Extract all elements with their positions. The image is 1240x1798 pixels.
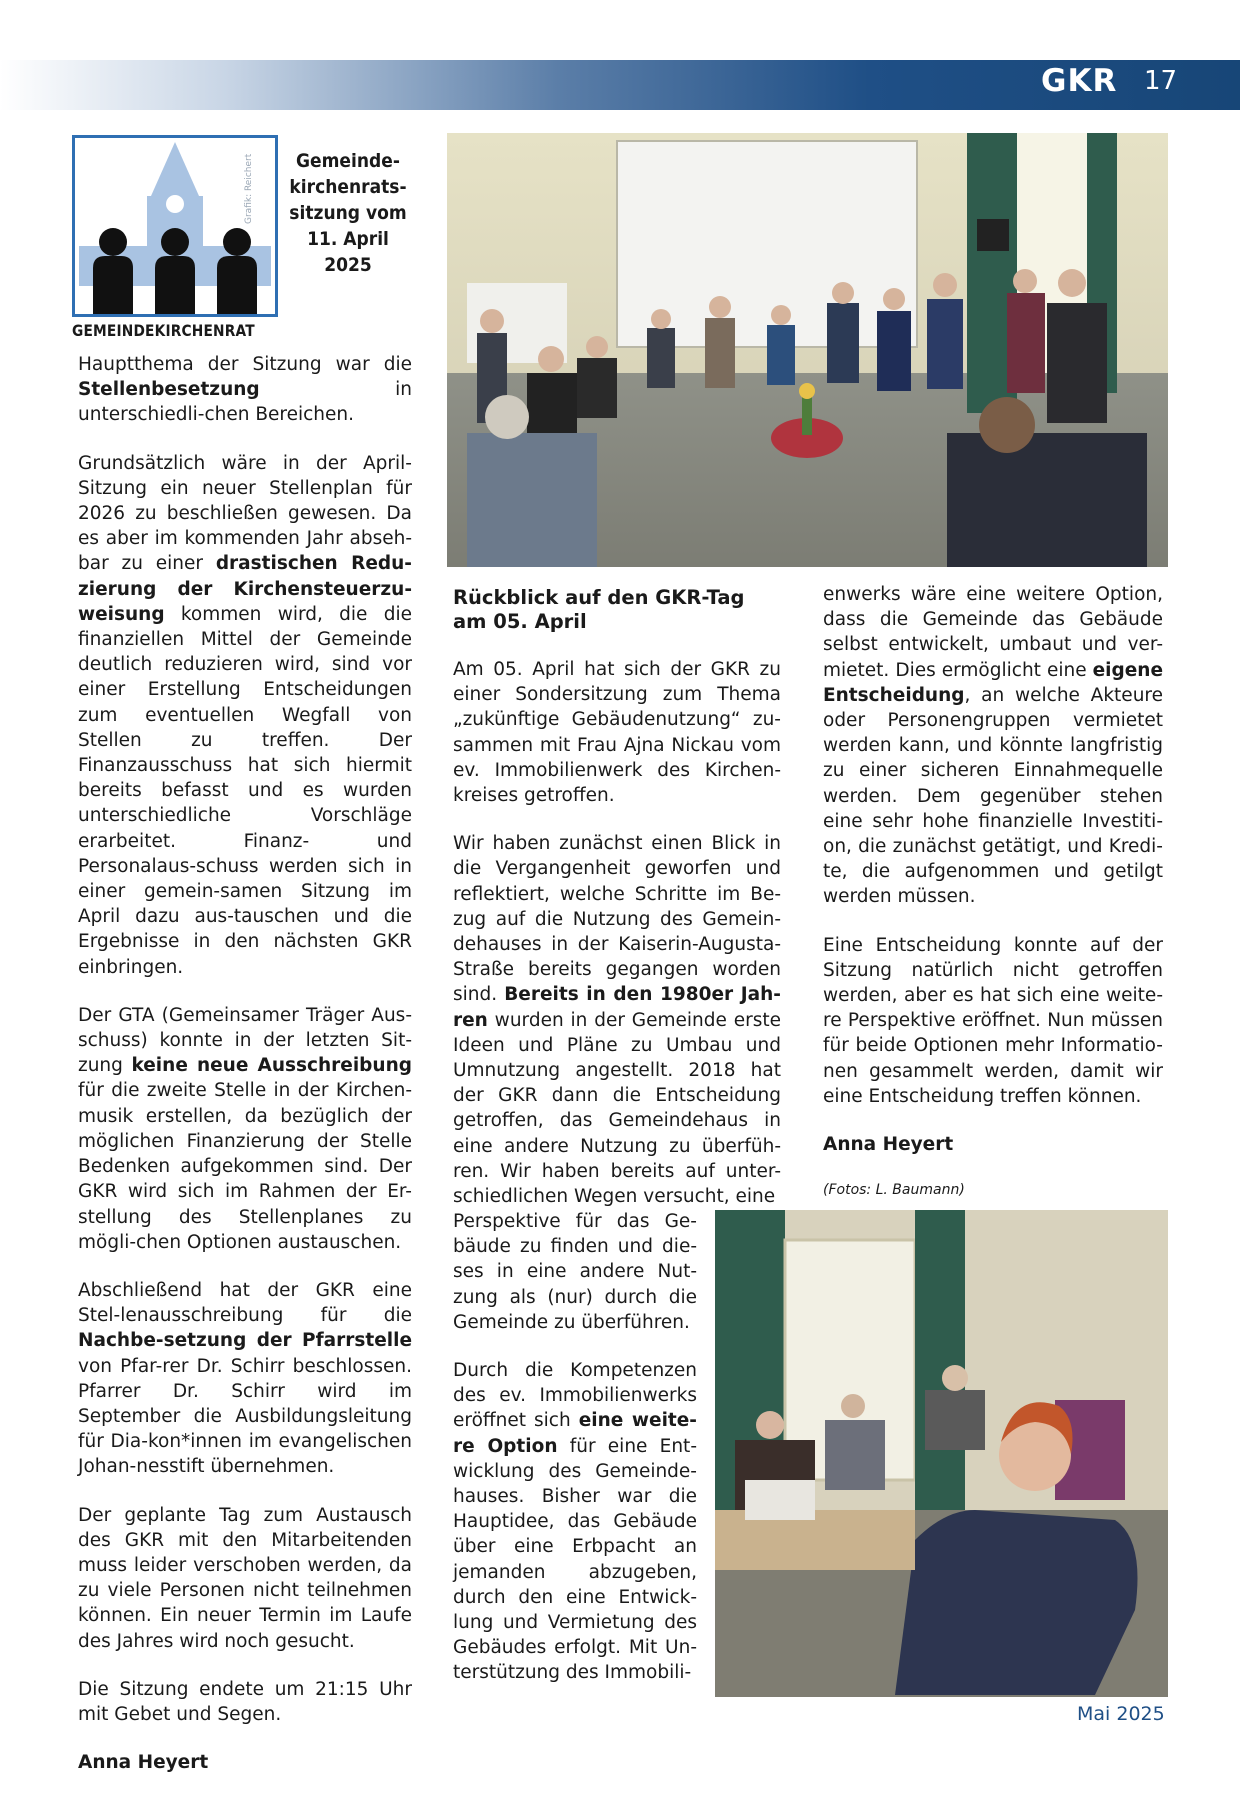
author: Anna Heyert [78, 1752, 209, 1774]
title-line: sitzung vom [289, 202, 407, 224]
section-name: GKR [1041, 63, 1118, 99]
article-title [280, 148, 416, 278]
paragraph: Die Sitzung endete um 21:15 Uhr mit Gebet und Segen. [78, 1678, 412, 1725]
title-line: 11. April [307, 228, 389, 250]
issue-label: Mai 2025 [1077, 1703, 1165, 1725]
section-heading: Rückblick auf den GKR-Tag am 05. April [453, 586, 745, 633]
middle-column-narrow [453, 1209, 697, 1686]
paragraph: Hauptthema der Sitzung war die Stellenbesetzung in unterschiedli-chen Bereichen. [78, 354, 412, 426]
title-line: Gemeinde- [296, 150, 400, 172]
page-number: 17 [1144, 66, 1178, 96]
right-column [823, 582, 1163, 1200]
title-line: 2025 [324, 254, 372, 276]
paragraph: Grundsätzlich wäre in der April-Sitzung ein neuer Stellenplan für 2026 zu beschließen gewesen. Da es aber im kommenden Jahr abseh-bar zu einer drastischen Redu-zierung der Kirchensteuerzu-weisung kommen wird, die die finanziellen Mittel der Gemeinde deutlich reduzieren wird, sind vor einer Erstellung Entscheidungen zum eventuellen Wegfall von Stellen zu treffen. Der Finanzausschuss hat sich hiermit bereits befasst und es wurden unterschiedliche Vorschläge erarbeitet. Finanz- und Personalaus-schuss werden sich in einer gemein-samen Sitzung im April dazu aus-tauschen und die Ergebnisse in den nächsten GKR einbringen. [78, 452, 412, 978]
paragraph: Perspektive für das Ge-bäude zu finden und die-ses in eine andere Nut-zung als (nur) durch die Gemeinde zu überführen. [453, 1211, 697, 1333]
paragraph: Der GTA (Gemeinsamer Träger Aus-schuss) konnte in der letzten Sit-zung keine neue Ausschreibung für die zweite Stelle in der Kirchen-musik erstellen, da bezüglich der möglichen Finanzierung der Stelle Bedenken aufgekommen sind. Der GKR wird sich im Rahmen der Er-stellung des Stellenplanes zu mögli-chen Optionen austauschen. [78, 1004, 412, 1253]
left-column [78, 352, 412, 1798]
paragraph: Eine Entscheidung konnte auf der Sitzung natürlich nicht getroffen werden, aber es hat sich eine weite-re Perspektive eröffnet. Nun müssen für beide Optionen mehr Informatio-nen gesammelt werden, damit wir eine Entscheidung treffen können. [823, 934, 1163, 1107]
paragraph: Abschließend hat der GKR eine Stel-lenausschreibung für die Nachbe-setzung der Pfarrstelle von Pfar-rer Dr. Schirr beschlossen. Pfarrer Dr. Schirr wird im September die Ausbildungsleitung für Dia-kon*innen im evangelischen Johan-nesstift übernehmen. [78, 1279, 412, 1478]
title-line: kirchenrats- [289, 176, 407, 198]
author: Anna Heyert [823, 1134, 954, 1156]
photo-credit: (Fotos: L. Baumann) [823, 1182, 965, 1199]
paragraph: enwerks wäre eine weitere Option, dass die Gemeinde das Gebäude selbst entwickelt, umbaut und ver-mietet. Dies ermöglicht eine eigene Entscheidung, an welche Akteure oder Personengruppen vermietet werden kann, und könnte langfristig zu einer sicheren Einnahmequelle werden. Dem gegenüber stehen eine sehr hohe finanzielle Investiti-on, die zunächst getätigt, und Kredi-te, die aufgenommen und getilgt werden müssen. [823, 584, 1163, 908]
paragraph: Der geplante Tag zum Austausch des GKR mit den Mitarbeitenden muss leider verschoben werden, da zu viele Personen nicht teilnehmen können. Ein neuer Termin im Laufe des Jahres wird noch gesucht. [78, 1504, 412, 1652]
middle-column [453, 586, 781, 1209]
logo-credit: Grafik: Reichert [244, 153, 254, 224]
paragraph: Wir haben zunächst einen Blick in die Vergangenheit geworfen und reflektiert, welche Schritte im Be-zug auf die Nutzung des Gemein-dehauses in der Kaiserin-Augusta-Straße bereits gegangen worden sind. Bereits in den 1980er Jah-ren wurden in der Gemeinde erste Ideen und Pläne zu Umbau und Umnutzung angestellt. 2018 hat der GKR dann die Entscheidung getroffen, das Gemeindehaus in eine andere Nutzung zu überfüh-ren. Wir haben bereits auf unter-schiedlichen Wegen versucht, eine [453, 833, 781, 1208]
logo-caption: GEMEINDEKIRCHENRAT [72, 321, 255, 340]
speaker-photo [715, 1210, 1168, 1697]
meeting-photo [447, 133, 1168, 567]
paragraph: Durch die Kompetenzen des ev. Immobilienwerks eröffnet sich eine weite-re Option für eine Ent-wicklung des Gemeinde-hauses. Bisher war die Hauptidee, das Gebäude über eine Erbpacht an jemanden abzugeben, durch den eine Entwick-lung und Vermietung des Gebäudes erfolgt. Mit Un-terstützung des Immobili- [453, 1360, 697, 1684]
paragraph: Am 05. April hat sich der GKR zu einer Sondersitzung zum Thema „zukünftige Gebäudenutzung“ zu-sammen mit Frau Ajna Nickau vom ev. Immobilienwerk des Kirchen-kreises getroffen. [453, 659, 781, 807]
